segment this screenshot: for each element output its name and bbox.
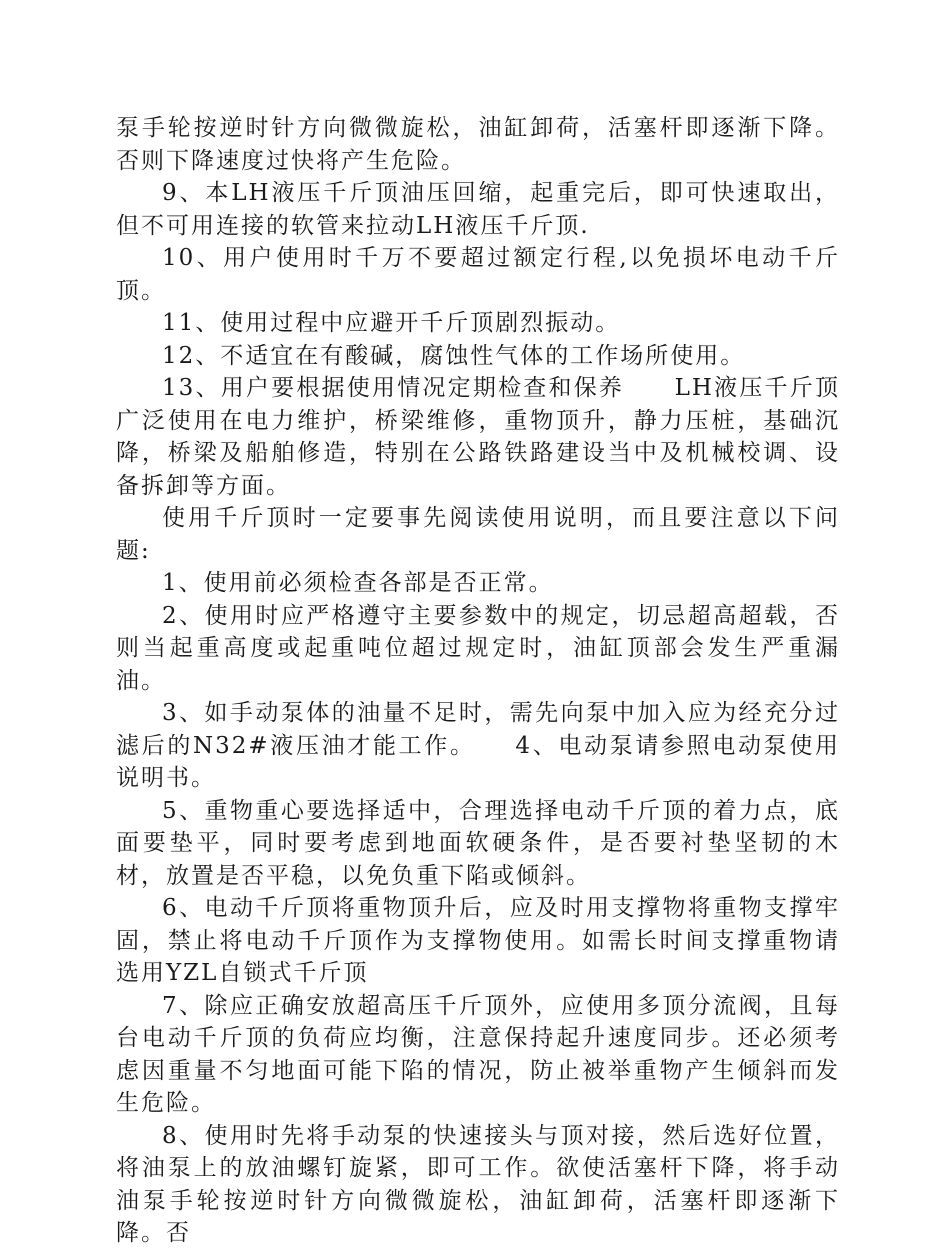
paragraph-step-2: 2、使用时应严格遵守主要参数中的规定，切忌超高超载，否则当起重高度或起重吨位超过规定时，油缸顶部会发生严重漏油。 xyxy=(116,602,840,694)
paragraph-item-12: 12、不适宜在有酸碱，腐蚀性气体的工作场所使用。 xyxy=(162,342,746,369)
paragraph-step-7: 7、除应正确安放超高压千斤顶外，应使用多顶分流阀，且每台电动千斤顶的负荷应均衡，注意保持起升速度同步。还必须考虑因重量不匀地面可能下陷的情况，防止被举重物产生倾斜而发生危险。 xyxy=(116,992,840,1116)
paragraph-step-3-4: 3、如手动泵体的油量不足时，需先向泵中加入应为经充分过滤后的N32#液压油才能工作。 4、电动泵请参照电动泵使用说明书。 xyxy=(116,700,840,791)
paragraph-item-9: 9、本LH液压千斤顶油压回缩，起重完后，即可快速取出，但不可用连接的软管来拉动LH液压千斤顶. xyxy=(116,180,840,239)
paragraph-step-1: 1、使用前必须检查各部是否正常。 xyxy=(162,570,554,596)
paragraph-item-11: 11、使用过程中应避开千斤顶剧烈振动。 xyxy=(162,310,621,336)
paragraph-step-5: 5、重物重心要选择适中，合理选择电动千斤顶的着力点，底面要垫平，同时要考虑到地面软硬条件，是否要衬垫坚韧的木材，放置是否平稳，以免负重下陷或倾斜。 xyxy=(116,797,840,889)
paragraph-step-6: 6、电动千斤顶将重物顶升后，应及时用支撑物将重物支撑牢固，禁止将电动千斤顶作为支撑物使用。如需长时间支撑重物请选用YZL自锁式千斤顶 xyxy=(116,895,840,986)
paragraph-continuation: 泵手轮按逆时针方向微微旋松，油缸卸荷，活塞杆即逐渐下降。否则下降速度过快将产生危险。 xyxy=(116,115,840,174)
paragraph-item-13: 13、用户要根据使用情况定期检查和保养 LH液压千斤顶广泛使用在电力维护，桥梁维修，重物顶升，静力压桩，基础沉降，桥梁及船舶修造，特别在公路铁路建设当中及机械校调、设备拆卸等方面。 xyxy=(116,375,840,499)
document-body xyxy=(116,112,840,1250)
paragraph-usage-intro: 使用千斤顶时一定要事先阅读使用说明，而且要注意以下问题: xyxy=(116,505,840,564)
paragraph-item-10: 10、用户使用时千万不要超过额定行程,以免损坏电动千斤顶。 xyxy=(116,245,840,304)
paragraph-step-8: 8、使用时先将手动泵的快速接头与顶对接，然后选好位置，将油泵上的放油螺钉旋紧，即可工作。欲使活塞杆下降，将手动油泵手轮按逆时针方向微微旋松，油缸卸荷，活塞杆即逐渐下降。否 xyxy=(116,1122,840,1246)
